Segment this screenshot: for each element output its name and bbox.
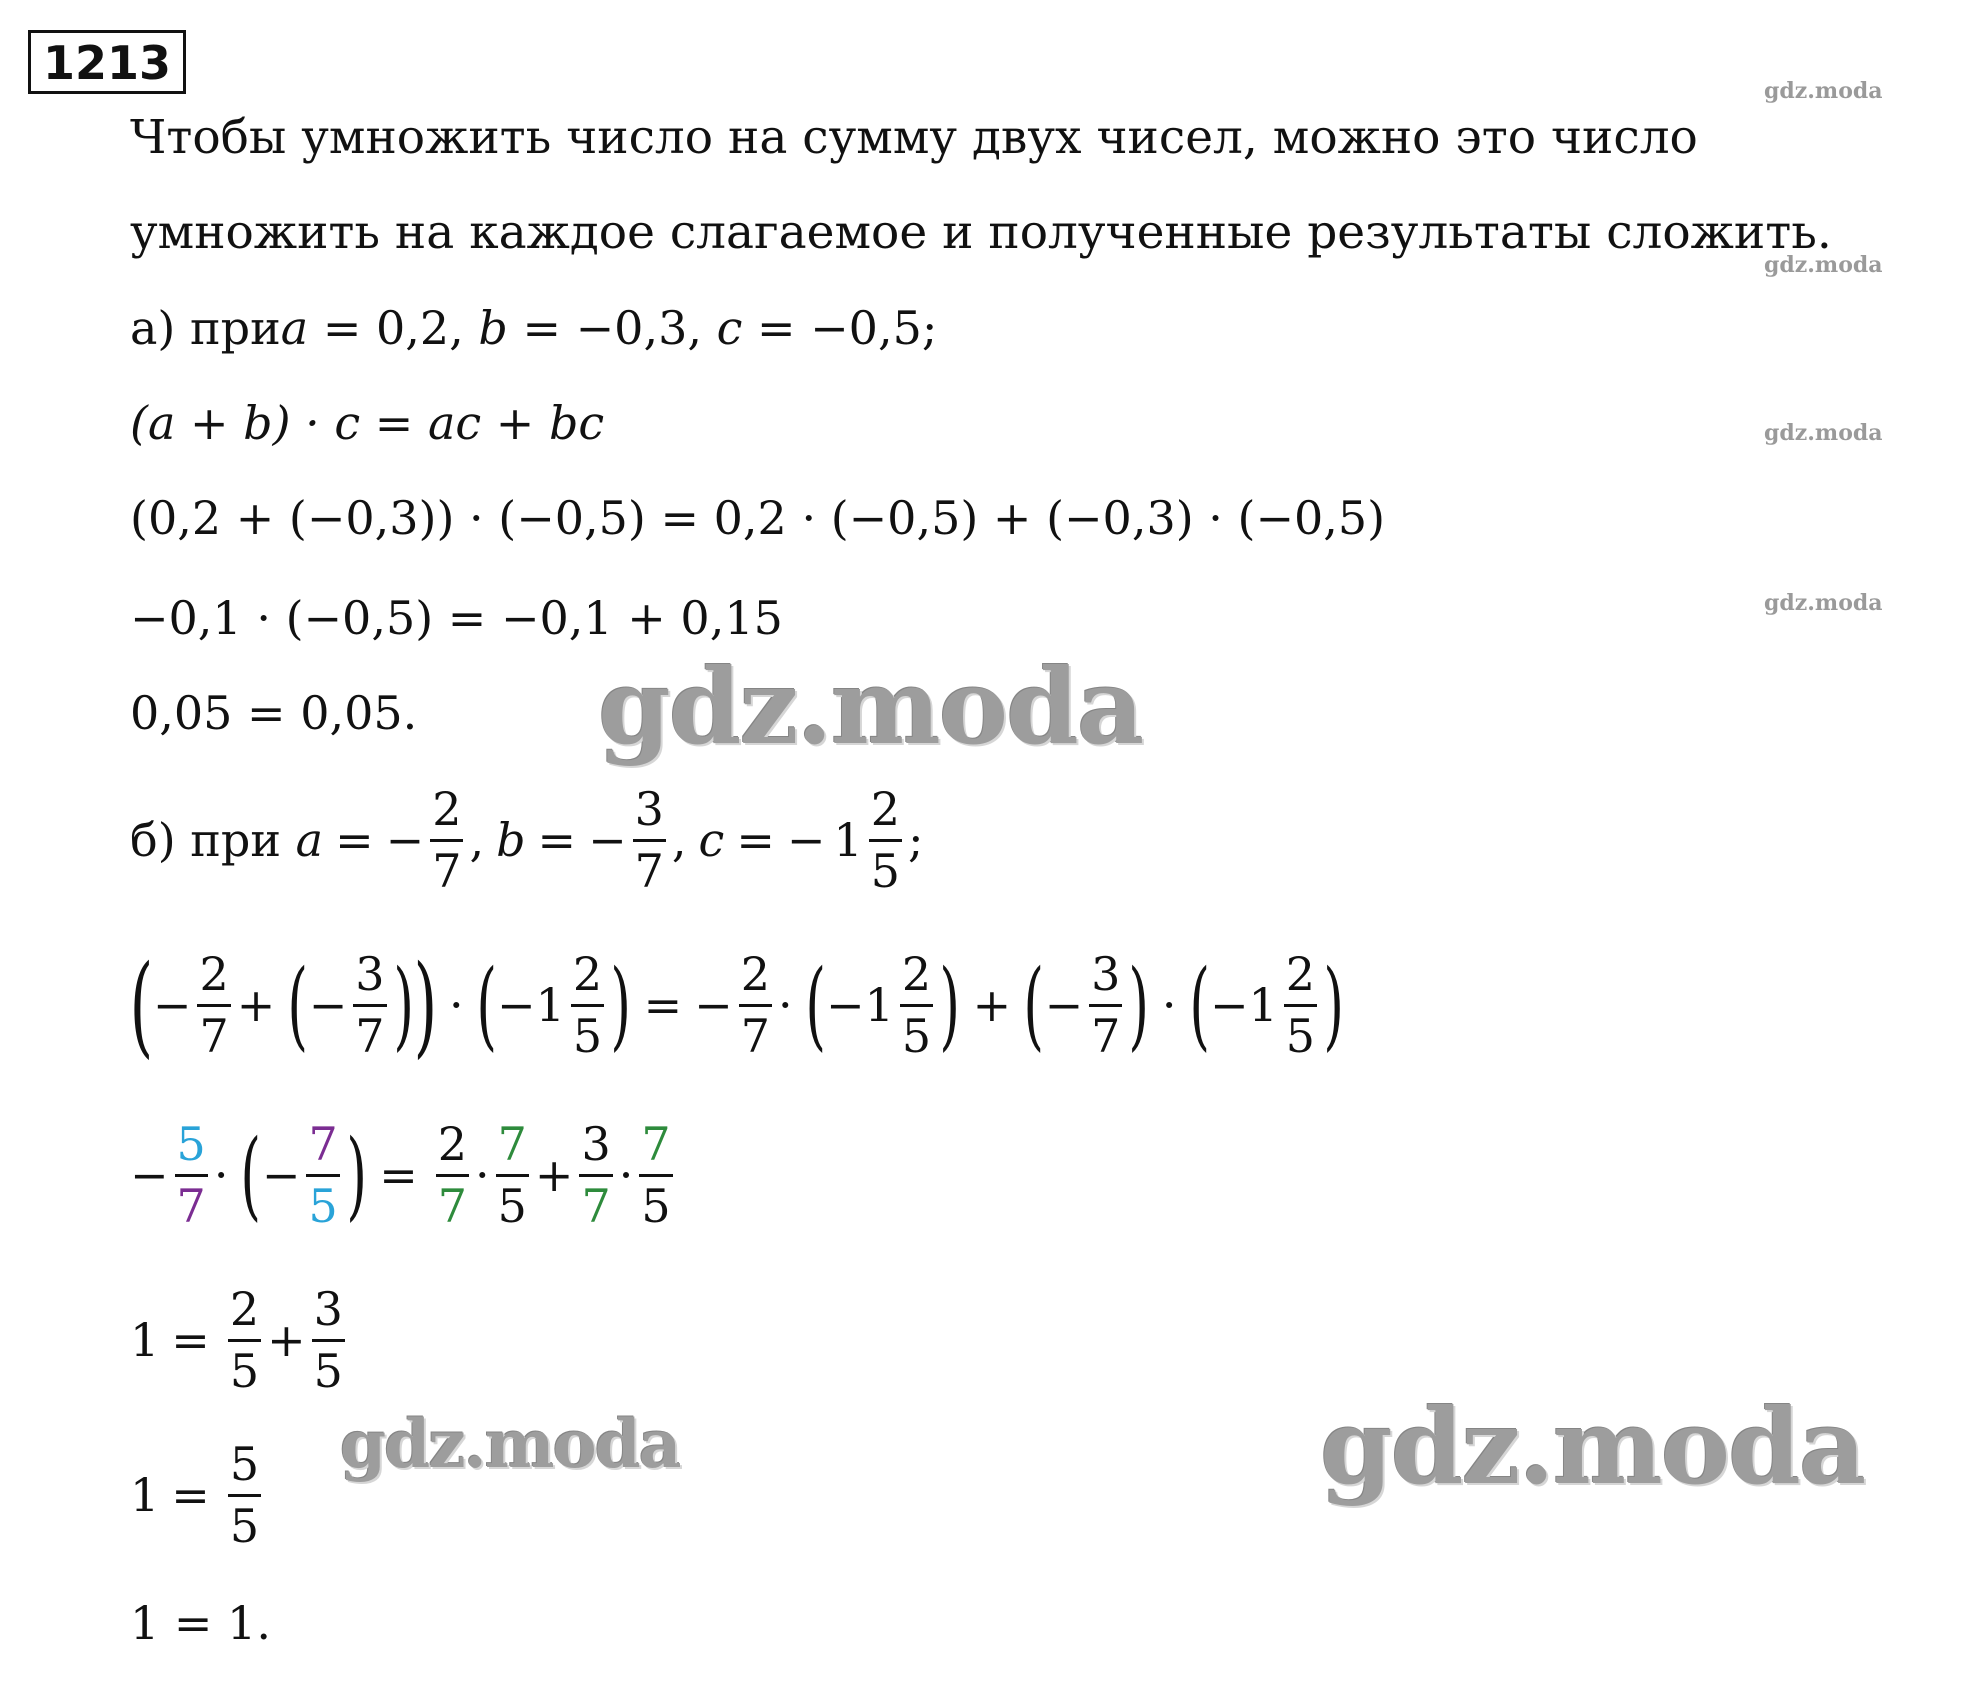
fraction-7-5 <box>306 1117 339 1233</box>
dot-operator: · <box>448 978 464 1032</box>
fraction-3-7 <box>1089 947 1122 1063</box>
dot-operator: · <box>475 1148 490 1202</box>
watermark-small: gdz.moda <box>1764 420 1883 446</box>
denominator: 5 <box>229 1343 260 1398</box>
watermark-large: gdz.moda <box>340 1405 680 1483</box>
numerator: 2 <box>229 1282 260 1337</box>
denominator: 7 <box>1091 1008 1121 1063</box>
numerator: 7 <box>308 1117 338 1172</box>
fraction-5-5 <box>228 1437 261 1553</box>
var-c: c <box>698 813 725 867</box>
numerator: 3 <box>634 782 664 837</box>
fraction-2-7 <box>739 947 772 1063</box>
dot-operator: · <box>213 1148 229 1202</box>
minus-sign: − <box>308 978 348 1032</box>
fraction-2-7 <box>430 782 463 898</box>
part-b-step-4 <box>130 1430 267 1560</box>
numerator: 2 <box>740 947 770 1002</box>
minus-sign: − <box>130 1148 169 1202</box>
paren-left: ( <box>1188 949 1210 1061</box>
fraction-7-5 <box>639 1117 672 1233</box>
minus-sign: − <box>588 813 627 867</box>
comma: , <box>671 813 687 867</box>
numerator: 2 <box>1285 947 1316 1002</box>
fraction-3-7 <box>353 947 386 1063</box>
plus-sign: + <box>972 978 1012 1032</box>
denominator: 5 <box>572 1008 603 1063</box>
minus-sign: − <box>385 813 425 867</box>
task-number-box: 1213 <box>28 30 186 94</box>
paren-left: ( <box>129 941 154 1069</box>
fraction-3-7 <box>633 782 666 898</box>
numerator: 3 <box>313 1282 343 1337</box>
numerator: 5 <box>176 1117 206 1172</box>
numerator: 2 <box>437 1117 468 1172</box>
value-b: = −0,3, <box>507 301 717 355</box>
paren-right: ) <box>610 949 632 1061</box>
minus-sign: − <box>152 978 192 1032</box>
paren-left: ( <box>476 949 497 1061</box>
paren-right: ) <box>393 949 414 1061</box>
fraction-2-7 <box>197 947 230 1063</box>
fraction-2-5 <box>869 782 902 898</box>
paren-right: ) <box>346 1119 367 1231</box>
fraction-5-7 <box>175 1117 208 1233</box>
equals-sign: = <box>643 978 683 1032</box>
numerator: 3 <box>1091 947 1121 1002</box>
var-c: c <box>716 301 743 355</box>
watermark-small: gdz.moda <box>1764 78 1883 104</box>
numerator: 3 <box>355 947 385 1002</box>
part-a-label: а) при <box>130 301 281 355</box>
denominator: 7 <box>634 843 664 898</box>
paren-right: ) <box>939 949 961 1061</box>
fraction-3-5 <box>312 1282 345 1398</box>
whole-part: 1 <box>535 978 565 1032</box>
watermark-small: gdz.moda <box>1764 252 1883 278</box>
part-a-step-1: (0,2 + (−0,3)) · (−0,5) = 0,2 · (−0,5) + (−0,3) · (−0,5) <box>130 491 1386 545</box>
numerator: 2 <box>432 782 462 837</box>
fraction-3-7 <box>579 1117 612 1233</box>
numerator: 7 <box>641 1117 671 1172</box>
minus-sign: − <box>826 978 865 1032</box>
denominator: 5 <box>497 1178 527 1233</box>
dot-operator: · <box>618 1148 634 1202</box>
numerator: 5 <box>229 1437 260 1492</box>
value-c: = −0,5; <box>742 301 938 355</box>
numerator: 2 <box>572 947 603 1002</box>
part-b-step-3 <box>130 1275 351 1405</box>
denominator: 7 <box>740 1008 770 1063</box>
paren-left: ( <box>805 949 826 1061</box>
paren-left: ( <box>287 949 309 1061</box>
intro-line-1: Чтобы умножить число на сумму двух чисел, можно это число <box>130 110 1698 165</box>
watermark-small: gdz.moda <box>1764 590 1883 616</box>
fraction-2-5 <box>571 947 604 1063</box>
minus-sign: − <box>786 813 826 867</box>
fraction-2-5 <box>228 1282 261 1398</box>
plus-sign: + <box>236 978 276 1032</box>
denominator: 5 <box>901 1008 932 1063</box>
minus-sign: − <box>1209 978 1249 1032</box>
denominator: 5 <box>313 1343 343 1398</box>
part-b-label: б) при <box>130 813 296 867</box>
part-b-step-2 <box>130 1110 679 1240</box>
numerator: 3 <box>581 1117 611 1172</box>
denominator: 7 <box>437 1178 468 1233</box>
paren-right: ) <box>1323 949 1345 1061</box>
denominator: 5 <box>870 843 900 898</box>
watermark-large: gdz.moda <box>1320 1385 1865 1508</box>
whole-part: 1 <box>1248 978 1278 1032</box>
var-b: b <box>478 301 508 355</box>
fraction-2-7 <box>436 1117 469 1233</box>
dot-operator: · <box>777 978 793 1032</box>
intro-line-2: умножить на каждое слагаемое и полученные результаты сложить. <box>130 205 1832 260</box>
dot-operator: · <box>1161 978 1177 1032</box>
fraction-7-5 <box>496 1117 529 1233</box>
numerator: 2 <box>901 947 932 1002</box>
denominator: 5 <box>1285 1008 1316 1063</box>
distributive-identity: (a + b) · c = ac + bc <box>130 396 605 450</box>
equals-sign: = <box>171 1313 210 1367</box>
minus-sign: − <box>1044 978 1084 1032</box>
watermark-large: gdz.moda <box>598 645 1143 768</box>
part-a-step-2: −0,1 · (−0,5) = −0,1 + 0,15 <box>130 591 783 645</box>
var-b: b <box>496 813 526 867</box>
equals-sign: = <box>537 813 577 867</box>
minus-sign: − <box>497 978 536 1032</box>
denominator: 7 <box>199 1008 229 1063</box>
minus-sign: − <box>261 1148 301 1202</box>
fraction-2-5 <box>1284 947 1317 1063</box>
denominator: 7 <box>176 1178 206 1233</box>
equals-sign: = <box>379 1148 418 1202</box>
plus-sign: + <box>534 1148 574 1202</box>
denominator: 7 <box>581 1178 611 1233</box>
value-one: 1 <box>130 1313 160 1367</box>
value-a: = 0,2, <box>308 301 479 355</box>
value-one: 1 <box>130 1468 160 1522</box>
denominator: 5 <box>229 1498 260 1553</box>
numerator: 7 <box>497 1117 527 1172</box>
denominator: 7 <box>432 843 462 898</box>
semicolon: ; <box>907 813 924 867</box>
minus-sign: − <box>694 978 733 1032</box>
whole-part: 1 <box>833 813 863 867</box>
numerator: 2 <box>199 947 229 1002</box>
paren-left: ( <box>1023 949 1045 1061</box>
paren-right: ) <box>1128 949 1150 1061</box>
fraction-2-5 <box>900 947 933 1063</box>
numerator: 2 <box>870 782 900 837</box>
var-a: a <box>280 301 309 355</box>
equals-sign: = <box>171 1468 210 1522</box>
denominator: 5 <box>308 1178 338 1233</box>
denominator: 7 <box>355 1008 385 1063</box>
part-b-final: 1 = 1. <box>130 1596 271 1650</box>
part-b-step-1 <box>130 935 1345 1075</box>
part-a-condition <box>130 300 937 356</box>
paren-left: ( <box>240 1119 262 1231</box>
comma: , <box>469 813 485 867</box>
denominator: 5 <box>641 1178 671 1233</box>
paren-right: ) <box>413 941 438 1069</box>
whole-part: 1 <box>864 978 894 1032</box>
equals-sign: = <box>335 813 374 867</box>
plus-sign: + <box>267 1313 306 1367</box>
var-a: a <box>295 813 324 867</box>
part-a-step-3: 0,05 = 0,05. <box>130 686 418 740</box>
equals-sign: = <box>736 813 775 867</box>
part-b-condition <box>130 775 923 905</box>
